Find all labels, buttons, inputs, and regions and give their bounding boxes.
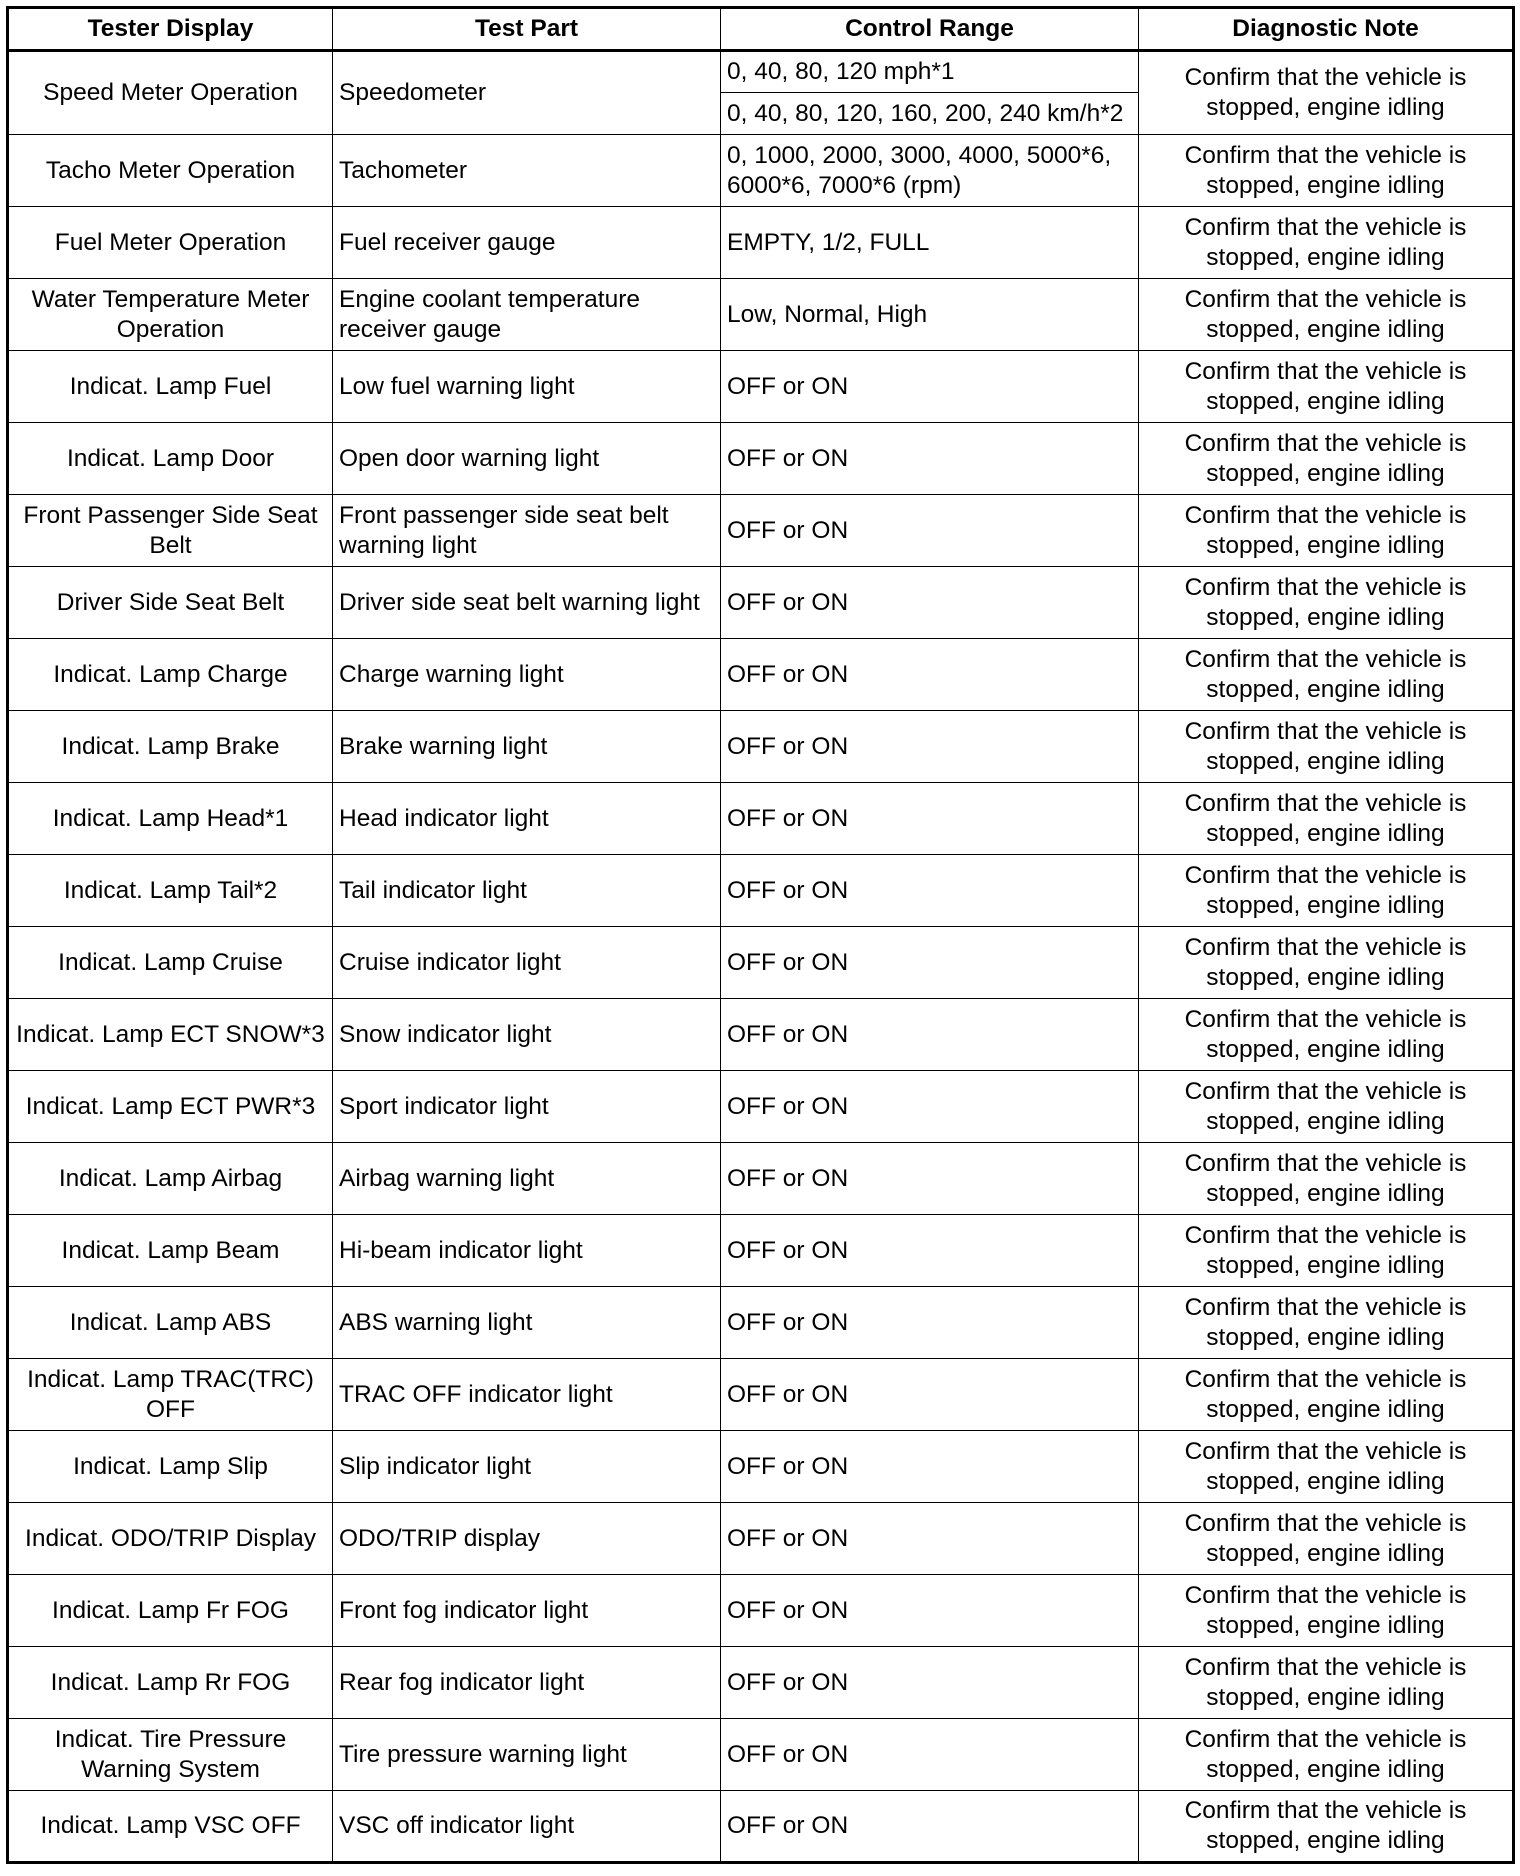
table-row [8, 1143, 1514, 1215]
cell-control-range: OFF or ON [721, 1071, 1139, 1143]
cell-diagnostic-note: Confirm that the vehicle is stopped, engine idling [1139, 1143, 1514, 1215]
cell-tester-display: Indicat. Lamp Airbag [8, 1143, 333, 1215]
cell-tester-display: Indicat. Lamp Slip [8, 1431, 333, 1503]
cell-control-range: OFF or ON [721, 927, 1139, 999]
cell-diagnostic-note: Confirm that the vehicle is stopped, engine idling [1139, 927, 1514, 999]
cell-control-range: OFF or ON [721, 1431, 1139, 1503]
cell-test-part: ABS warning light [333, 1287, 721, 1359]
cell-tester-display: Indicat. Lamp ECT PWR*3 [8, 1071, 333, 1143]
cell-control-range: OFF or ON [721, 639, 1139, 711]
cell-diagnostic-note: Confirm that the vehicle is stopped, engine idling [1139, 1287, 1514, 1359]
cell-diagnostic-note: Confirm that the vehicle is stopped, engine idling [1139, 567, 1514, 639]
table-row [8, 1719, 1514, 1791]
cell-diagnostic-note: Confirm that the vehicle is stopped, engine idling [1139, 351, 1514, 423]
cell-tester-display: Indicat. Lamp ECT SNOW*3 [8, 999, 333, 1071]
cell-tester-display: Indicat. Lamp Fr FOG [8, 1575, 333, 1647]
cell-test-part: Tachometer [333, 135, 721, 207]
cell-tester-display: Indicat. Lamp Tail*2 [8, 855, 333, 927]
cell-diagnostic-note: Confirm that the vehicle is stopped, engine idling [1139, 1575, 1514, 1647]
cell-test-part: Fuel receiver gauge [333, 207, 721, 279]
cell-control-range: Low, Normal, High [721, 279, 1139, 351]
cell-tester-display: Indicat. Tire Pressure Warning System [8, 1719, 333, 1791]
cell-tester-display: Indicat. ODO/TRIP Display [8, 1503, 333, 1575]
cell-diagnostic-note: Confirm that the vehicle is stopped, engine idling [1139, 279, 1514, 351]
cell-tester-display: Speed Meter Operation [8, 51, 333, 135]
header-test-part: Test Part [333, 8, 721, 51]
table-row [8, 135, 1514, 207]
cell-control-range: OFF or ON [721, 1143, 1139, 1215]
table-row [8, 639, 1514, 711]
cell-diagnostic-note: Confirm that the vehicle is stopped, engine idling [1139, 207, 1514, 279]
cell-tester-display: Indicat. Lamp Charge [8, 639, 333, 711]
table-row [8, 495, 1514, 567]
cell-diagnostic-note: Confirm that the vehicle is stopped, engine idling [1139, 1431, 1514, 1503]
cell-tester-display: Indicat. Lamp Fuel [8, 351, 333, 423]
active-test-table-sheet [6, 6, 1512, 1864]
header-row [8, 8, 1514, 51]
cell-control-range: 0, 1000, 2000, 3000, 4000, 5000*6, 6000*6, 7000*6 (rpm) [721, 135, 1139, 207]
cell-test-part: Cruise indicator light [333, 927, 721, 999]
cell-tester-display: Indicat. Lamp Rr FOG [8, 1647, 333, 1719]
cell-test-part: ODO/TRIP display [333, 1503, 721, 1575]
cell-test-part: Brake warning light [333, 711, 721, 783]
cell-test-part: Front fog indicator light [333, 1575, 721, 1647]
cell-diagnostic-note: Confirm that the vehicle is stopped, engine idling [1139, 855, 1514, 927]
cell-tester-display: Indicat. Lamp Beam [8, 1215, 333, 1287]
cell-tester-display: Indicat. Lamp Brake [8, 711, 333, 783]
cell-tester-display: Driver Side Seat Belt [8, 567, 333, 639]
cell-test-part: Open door warning light [333, 423, 721, 495]
cell-diagnostic-note: Confirm that the vehicle is stopped, engine idling [1139, 135, 1514, 207]
table-row [8, 711, 1514, 783]
table-row [8, 783, 1514, 855]
cell-control-range: OFF or ON [721, 711, 1139, 783]
cell-control-range: OFF or ON [721, 1575, 1139, 1647]
cell-diagnostic-note: Confirm that the vehicle is stopped, engine idling [1139, 1359, 1514, 1431]
cell-diagnostic-note: Confirm that the vehicle is stopped, engine idling [1139, 1647, 1514, 1719]
cell-tester-display: Indicat. Lamp Head*1 [8, 783, 333, 855]
cell-test-part: Tire pressure warning light [333, 1719, 721, 1791]
cell-diagnostic-note: Confirm that the vehicle is stopped, engine idling [1139, 51, 1514, 135]
cell-test-part: Tail indicator light [333, 855, 721, 927]
cell-test-part: Snow indicator light [333, 999, 721, 1071]
header-diagnostic-note: Diagnostic Note [1139, 8, 1514, 51]
cell-tester-display: Indicat. Lamp VSC OFF [8, 1791, 333, 1863]
table-row [8, 51, 1514, 93]
table-row [8, 1791, 1514, 1863]
header-tester-display: Tester Display [8, 8, 333, 51]
cell-test-part: Head indicator light [333, 783, 721, 855]
table-row [8, 1503, 1514, 1575]
table-row [8, 1215, 1514, 1287]
cell-tester-display: Indicat. Lamp ABS [8, 1287, 333, 1359]
cell-control-range: OFF or ON [721, 1791, 1139, 1863]
active-test-table [6, 6, 1515, 1864]
cell-test-part: Hi-beam indicator light [333, 1215, 721, 1287]
cell-test-part: Charge warning light [333, 639, 721, 711]
cell-test-part: Slip indicator light [333, 1431, 721, 1503]
cell-diagnostic-note: Confirm that the vehicle is stopped, engine idling [1139, 495, 1514, 567]
table-row [8, 1575, 1514, 1647]
table-row [8, 927, 1514, 999]
table-row [8, 351, 1514, 423]
cell-diagnostic-note: Confirm that the vehicle is stopped, engine idling [1139, 999, 1514, 1071]
cell-control-range: OFF or ON [721, 1215, 1139, 1287]
table-row [8, 1431, 1514, 1503]
cell-tester-display: Indicat. Lamp TRAC(TRC) OFF [8, 1359, 333, 1431]
cell-test-part: TRAC OFF indicator light [333, 1359, 721, 1431]
cell-tester-display: Tacho Meter Operation [8, 135, 333, 207]
table-row [8, 207, 1514, 279]
cell-diagnostic-note: Confirm that the vehicle is stopped, engine idling [1139, 783, 1514, 855]
cell-diagnostic-note: Confirm that the vehicle is stopped, engine idling [1139, 1791, 1514, 1863]
cell-test-part: Low fuel warning light [333, 351, 721, 423]
cell-test-part: Front passenger side seat belt warning light [333, 495, 721, 567]
table-row [8, 423, 1514, 495]
cell-test-part: Sport indicator light [333, 1071, 721, 1143]
cell-control-range: OFF or ON [721, 423, 1139, 495]
cell-tester-display: Indicat. Lamp Cruise [8, 927, 333, 999]
cell-test-part: Speedometer [333, 51, 721, 135]
cell-control-range: OFF or ON [721, 495, 1139, 567]
cell-control-range: OFF or ON [721, 783, 1139, 855]
cell-diagnostic-note: Confirm that the vehicle is stopped, engine idling [1139, 711, 1514, 783]
table-row [8, 1287, 1514, 1359]
cell-test-part: Rear fog indicator light [333, 1647, 721, 1719]
table-row [8, 999, 1514, 1071]
cell-control-range: 0, 40, 80, 120 mph*1 [721, 51, 1139, 93]
cell-control-range: OFF or ON [721, 1287, 1139, 1359]
cell-diagnostic-note: Confirm that the vehicle is stopped, engine idling [1139, 1503, 1514, 1575]
cell-tester-display: Water Temperature Meter Operation [8, 279, 333, 351]
cell-control-range: OFF or ON [721, 351, 1139, 423]
cell-control-range: OFF or ON [721, 1359, 1139, 1431]
header-control-range: Control Range [721, 8, 1139, 51]
table-row [8, 1071, 1514, 1143]
cell-diagnostic-note: Confirm that the vehicle is stopped, engine idling [1139, 639, 1514, 711]
cell-control-range: OFF or ON [721, 1719, 1139, 1791]
cell-control-range: OFF or ON [721, 999, 1139, 1071]
cell-test-part: Airbag warning light [333, 1143, 721, 1215]
cell-control-range: OFF or ON [721, 1647, 1139, 1719]
cell-tester-display: Indicat. Lamp Door [8, 423, 333, 495]
cell-control-range: OFF or ON [721, 1503, 1139, 1575]
table-row [8, 279, 1514, 351]
cell-diagnostic-note: Confirm that the vehicle is stopped, engine idling [1139, 423, 1514, 495]
cell-test-part: VSC off indicator light [333, 1791, 721, 1863]
cell-test-part: Driver side seat belt warning light [333, 567, 721, 639]
cell-control-range: EMPTY, 1/2, FULL [721, 207, 1139, 279]
table-row [8, 1647, 1514, 1719]
cell-diagnostic-note: Confirm that the vehicle is stopped, engine idling [1139, 1215, 1514, 1287]
cell-diagnostic-note: Confirm that the vehicle is stopped, engine idling [1139, 1719, 1514, 1791]
cell-test-part: Engine coolant temperature receiver gauge [333, 279, 721, 351]
cell-control-range: OFF or ON [721, 855, 1139, 927]
table-row [8, 1359, 1514, 1431]
table-row [8, 567, 1514, 639]
cell-control-range: 0, 40, 80, 120, 160, 200, 240 km/h*2 [721, 93, 1139, 135]
cell-tester-display: Front Passenger Side Seat Belt [8, 495, 333, 567]
cell-tester-display: Fuel Meter Operation [8, 207, 333, 279]
cell-control-range: OFF or ON [721, 567, 1139, 639]
cell-diagnostic-note: Confirm that the vehicle is stopped, engine idling [1139, 1071, 1514, 1143]
table-row [8, 855, 1514, 927]
